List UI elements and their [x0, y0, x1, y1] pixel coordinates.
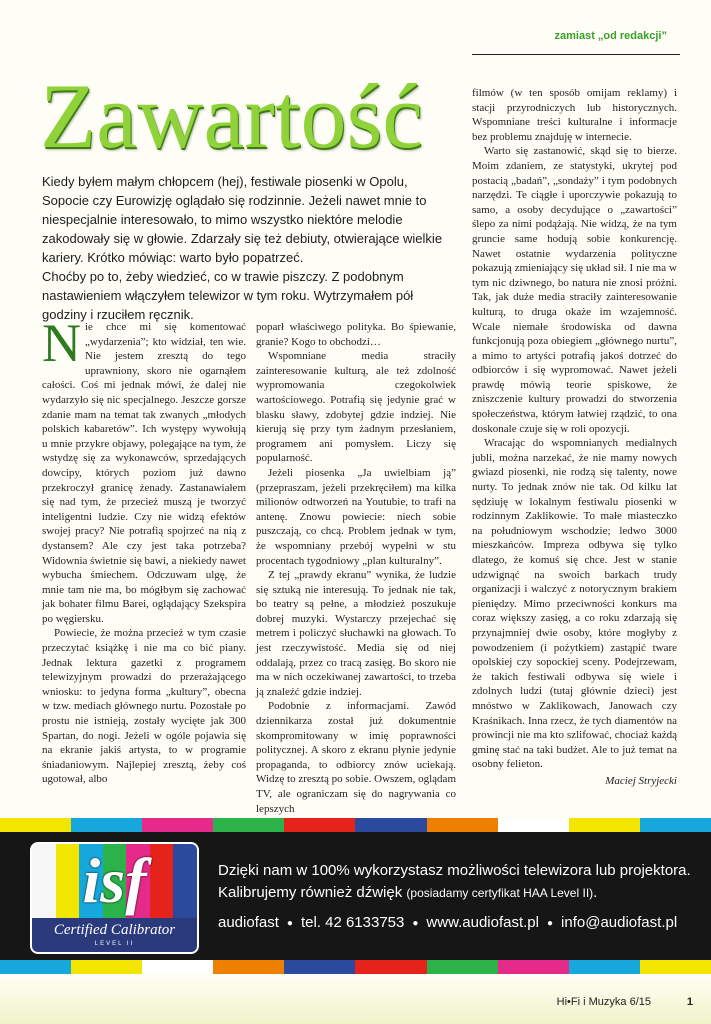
stripe-segment	[355, 960, 426, 974]
stripe-segment	[427, 960, 498, 974]
banner-contacts	[218, 914, 677, 931]
stripe-segment	[142, 818, 213, 832]
ad-banner[interactable]	[0, 832, 711, 960]
bullet-separator: ●	[546, 917, 554, 929]
banner-headline: Dzięki nam w 100% wykorzystasz możliwości telewizora lub projektora.	[218, 862, 691, 879]
stripe-segment	[71, 960, 142, 974]
page-number: 1	[686, 996, 693, 1008]
article-paragraph: filmów (w ten sposób omijam reklamy) i stacji przyrodniczych lub historycznych. Wspomniane treści kulturalne i informacje bez problemu znajduję w internecie.	[472, 87, 677, 143]
stripe-segment	[284, 960, 355, 974]
logo-text: isf	[82, 845, 147, 916]
drop-cap: N	[42, 313, 81, 373]
top-rule	[472, 54, 680, 55]
lead-text-2: Choćby po to, żeby wiedzieć, co w trawie piszczy. Z podobnym nastawieniem włączyłem telewizor w tym roku. Wytrzymałem pół godziny i rzuciłem ręcznik.	[42, 269, 414, 322]
company-name: audiofast	[218, 914, 279, 931]
banner-subline-end: .	[593, 884, 598, 901]
article-paragraph: Powiecie, że można przecież w tym czasie przeczytać książkę i nie ma co bić piany. Jednak lektura gazetki z programem telewizyjnym prowadzi do przerażającego wniosku: to jedyna forma „kultury”, obecna w tzw. mediach głównego nurtu. Pozostałe po prostu nie istnieją, zostały wycięte jak 300 Spartan, do nogi. Jeżeli w ogóle pojawia się na ekranie jakiś artysta, to w programie śniadaniowym. Najlepiej zresztą, żeby coś ugotował, albo	[42, 627, 246, 786]
footer-magazine-issue: Hi•Fi i Muzyka 6/15	[556, 996, 651, 1008]
stripe-segment	[640, 960, 711, 974]
stripe-segment	[71, 818, 142, 832]
website-link[interactable]: www.audiofast.pl	[426, 914, 539, 931]
stripe-segment	[498, 818, 569, 832]
stripe-segment	[498, 960, 569, 974]
logo-level: LEVEL II	[94, 941, 135, 947]
stripe-segment	[0, 818, 71, 832]
logo-caption: Certified Calibrator	[53, 922, 176, 938]
article-column-1	[42, 313, 246, 787]
author-signature: Maciej Stryjecki	[605, 774, 677, 787]
article-column-2	[256, 320, 456, 816]
bullet-separator: ●	[286, 917, 293, 929]
stripe-segment	[569, 960, 640, 974]
stripe-segment	[355, 818, 426, 832]
stripe-segment	[213, 960, 284, 974]
color-stripe-bottom	[0, 960, 711, 974]
banner-subline-text: Kalibrujemy również dźwięk	[218, 884, 403, 901]
section-tag: zamiast „od redakcji”	[554, 30, 667, 42]
article-paragraph: Z tej „prawdy ekranu” wynika, że ludzie się sztuką nie interesują. To jednak nie tak, bo teatry są pełne, a młodzież poszukuje dobrej muzyki. Wystarczy przejechać się metrem i policzyć słuchawki na głowach. To jest rzeczywistość. Media się od niej oddalają, przez co tracą zasięg. Bo skoro nie ma w nich oczekiwanej zawartości, to trzeba ją znaleźć gdzie indziej.	[256, 569, 456, 698]
isf-logo	[30, 842, 199, 954]
article-column-3	[472, 86, 677, 789]
page-title: Zawartość	[40, 65, 424, 167]
stripe-segment	[0, 960, 71, 974]
stripe-segment	[142, 960, 213, 974]
email-link[interactable]: info@audiofast.pl	[561, 914, 678, 931]
stripe-segment	[213, 818, 284, 832]
article-paragraph: Wracając do wspomnianych medialnych jubli, można narzekać, że nie mamy nowych gwiazd piosenki, nie rodzą się talenty, nowe nurty. To jednak znów nie tak. Od kilku lat sędziuję w lokalnym festiwalu piosenki w rodzinnym Zaklikowie. To małe miasteczko na południowym wschodzie; ledwo 3000 mieszkańców. Impreza odbywa się tylko dlatego, że komuś się chce. Jest w stanie udzwignąć na swoich barkach trudy organizacji i walczyć z notorycznym brakiem pieniędzy. Mimo przeciwności konkurs ma coraz większy zasięg, a co roku zdarzają się przynajmniej dwie osoby, które mogłyby z powodzeniem (i pożytkiem) zastąpić tware opolskiej czy sopockiej sceny. Podejrzewam, że takich festiwali odbywa się wiele i zdolnych ludzi (tutaj głównie dzieci) jest mnóstwo w Zaklikowach, Janowach czy Kraśnikach. Inna rzecz, że tych diamentów na prowincji nie ma kto szlifować, chociaż każdą gminę stać na taki budżet. Ale to już temat na osobny felieton.	[472, 437, 677, 771]
article-paragraph: poparł właściwego polityka. Bo śpiewanie, granie? Kogo to obchodzi…	[256, 321, 456, 348]
article-paragraph	[42, 313, 246, 626]
lead-text-1: Kiedy byłem małym chłopcem (hej), festiwale piosenki w Opolu, Sopocie czy Eurowizję oglądało się rodzinnie. Jeżeli nawet mnie to niespecjalnie interesowało, to mimo wszystko niektóre melodie zakodowały się w głowie. Zdarzały się też debiuty, otwierające wielkie kariery. Krótko mówiąc: warto było popatrzeć.	[42, 174, 443, 265]
paragraph-text: ie chce mi się komentować „wydarzenia”; kto widział, ten wie. Nie jestem zresztą do tego uprawniony, skoro nie ogarnąłem całości. Coś mi jednak mówi, że dalej nie wydarzyło się nic specjalnego. Jeszcze gorsze zdanie mam na temat tak zwanych „młodych polskich kabaretów”. Ich występy wywołują u mnie przykre objawy, polegające na tym, że wstydzę się za wykonawców, sprzedających dowcipy, których poziom już dawno przekroczył granicę żenady. Zastanawiałem się nad tym, że przecież muszą je tworzyć inteligentni ludzie. Czy nie widzą efektów swojej pracy? Nie potrafią spojrzeć na nią z dystansem? Ale czy jest taka potrzeba? Widownia świetnie się bawi, a niekiedy nawet wybucha śmiechem. Odczuwam ulgę, że mnie tam nie ma, bo mógłbym się zachować jak bohater filmu Barei, oglądający Szekspira po węgiersku.	[42, 321, 246, 625]
article-paragraph: Wspomniane media straciły zainteresowanie kulturą, ale też zdolność wypromowania czegokolwiek wartościowego. Potrafią się jedynie grać w blasku sławy, zdobytej gdzie indziej. Nie kierują się przy tym żadnym przesłaniem, programem ani pomysłem. Liczy się popularność.	[256, 350, 456, 465]
stripe-segment	[640, 818, 711, 832]
banner-certificate-note: (posiadamy certyfikat HAA Level II)	[406, 886, 594, 900]
phone-number[interactable]: tel. 42 6133753	[300, 914, 405, 931]
stripe-segment	[284, 818, 355, 832]
article-paragraph: Jeżeli piosenka „Ja uwielbiam ją” (przepraszam, jeżeli przekręciłem) ma kilka milionów odtworzeń na Youtubie, to trafi na antenę. Znowu powiecie: niech sobie puszczają, co chcą. Problem jednak w tym, że wspomniany przebój wypełni w stu procentach tygodniowy „plan kulturalny”.	[256, 466, 456, 567]
logo-caption-box	[32, 918, 197, 952]
color-stripe-top	[0, 818, 711, 832]
banner-subline	[218, 884, 597, 901]
stripe-segment	[427, 818, 498, 832]
bullet-separator: ●	[412, 917, 419, 929]
stripe-segment	[569, 818, 640, 832]
article-paragraph: Podobnie z informacjami. Zawód dziennikarza został już dokumentnie skompromitowany w imię poprawności politycznej. A skoro z ekranu płynie jedynie propaganda, to odbiorcy znów uciekają. Widzę to zresztą po sobie. Owszem, oglądam TV, ale ograniczam się do nagrywania co lepszych	[256, 700, 456, 815]
lead-paragraph	[42, 172, 452, 324]
article-paragraph: Warto się zastanowić, skąd się to bierze. Moim zdaniem, ze statystyki, ukrytej pod postacią „badań”, „sondaży” i tym podobnych narzędzi. Te ciągłe i uporczywie pokazują to samo, a osoby decydujące o „zawartości” ślepo za nimi podążają. Nie widzą, że na tym gruncie same hodują sobie konkurencję. Nawet ostatnie wydarzenia polityczne pokazują zmieniający się układ sił. I nie ma w tym nic dziwnego, bo natura nie znosi próżni. Tak, jak duże media straciły zainteresowanie kulturą, to druga okaże im wzajemność. Wcale niemałe środowiska od dawna funkcjonują poza obiegiem „głównego nurtu”, a mimo to artyści potrafią jakoś dotrzeć do odbiorców i się wypromować. Nawet jeżeli prawdę mówią teorie spiskowe, że zniszczenie kultury prowadzi do stworzenia społeczeństwa, którym łatwiej rządzić, to ona doskonale czuje się w roli opozycji.	[472, 145, 677, 435]
